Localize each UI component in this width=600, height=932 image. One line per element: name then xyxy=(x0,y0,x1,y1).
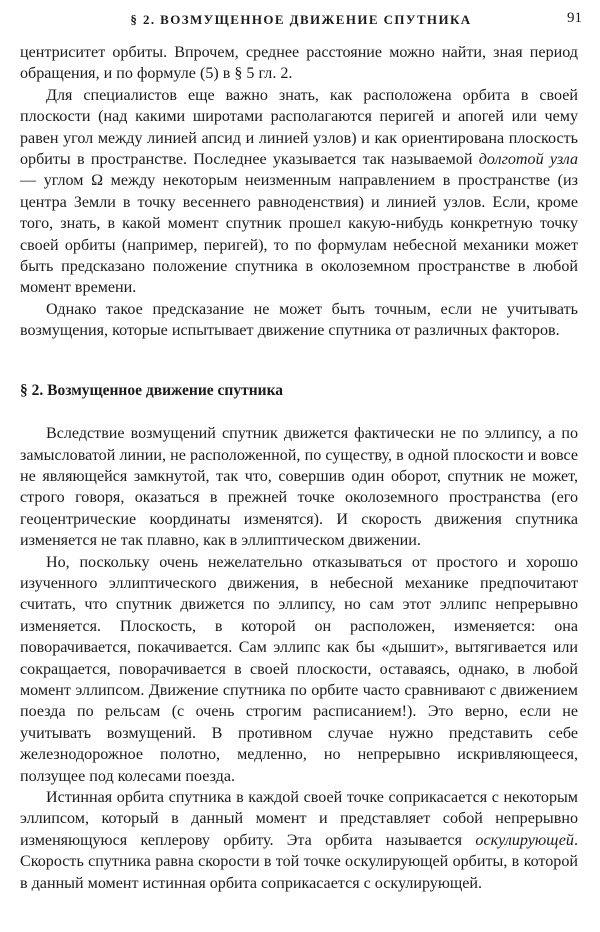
term-osculating: оскулирующей xyxy=(475,831,574,849)
paragraph-perturbations: Вследствие возмущений спутник движется фактически не по эллипсу, а по замысловатой линии, не расположенной, по существу, в одной плоскости и вовсе не являющейся замкнутой, так что, совершив один оборот, спутник не может, строго говоря, оказаться в прежней точке околоземного пространства (его геоцентрические координаты изменятся). И скорость движения спутника изменяется не так плавно, как в эллиптическом движении. xyxy=(20,425,578,550)
paragraph-continuation: центриситет орбиты. Впрочем, среднее расстояние можно найти, зная период обращения, и по формуле (5) в § 5 гл. 2. xyxy=(20,44,578,83)
running-head xyxy=(20,8,582,30)
page-body xyxy=(20,42,578,894)
paragraph-orbit-orientation: Для специалистов еще важно знать, как расположена орбита в своей плоскости (над какими широтами располагаются перигей и апогей или чему равен угол между линией апсид и линией узлов) и как ориентирована плоскость орбиты в пространстве. Последнее указывается так называемой долготой узла — углом Ω между некоторым неизменным направлением в пространстве (из центра Земли в точку весеннего равноденствия) и линией узлов. Если, кроме того, знать, в какой момент спутник прошел какую-нибудь конкретную точку своей орбиты (например, перигей), то по формулам небесной механики может быть предсказано положение спутника в околоземном пространстве в любой момент времени. xyxy=(20,86,578,297)
section-title: § 2. Возмущенное движение спутника xyxy=(20,381,284,399)
running-title: § 2. ВОЗМУЩЕННОЕ ДВИЖЕНИЕ СПУТНИКА xyxy=(130,12,472,27)
paragraph-prediction: Однако такое предсказание не может быть точным, если не учитывать возмущения, которые испытывает движение спутника от различных факторов. xyxy=(20,300,578,340)
term-node-longitude: долготой узла xyxy=(478,151,578,169)
paragraph-changing-ellipse: Но, поскольку очень нежелательно отказываться от простого и хорошо изученного эллиптического движения, в небесной механике предпочитают считать, что спутник движется по эллипсу, но сам этот эллипс непрерывно изменяется. Плоскость, в которой он расположен, изменяется: она поворачивается, покачивается. Сам эллипс как бы «дышит», вытягивается или сокращается, поворачивается в своей плоскости, оставаясь, однако, в любой момент эллипсом. Движение спутника по орбите часто сравнивают с движением поезда по рельсам (с очень строгим расписанием!). Это верно, если не учитывать возмущений. В противном случае нужно представить себе железнодорожное полотно, медленно, но непрерывно искривляющееся, ползущее под колесами поезда. xyxy=(20,553,578,785)
paragraph-osculating-orbit: Истинная орбита спутника в каждой своей точке соприкасается с некоторым эллипсом, который в данный момент и представляет собой непрерывно изменяющуюся кеплерову орбиту. Эта орбита называется оскулирующей. Скорость спутника равна скорости в той точке оскулирующей орбиты, в которой в данный момент истинная орбита соприкасается с оскулирующей. xyxy=(20,789,578,892)
page-number: 91 xyxy=(567,10,582,26)
